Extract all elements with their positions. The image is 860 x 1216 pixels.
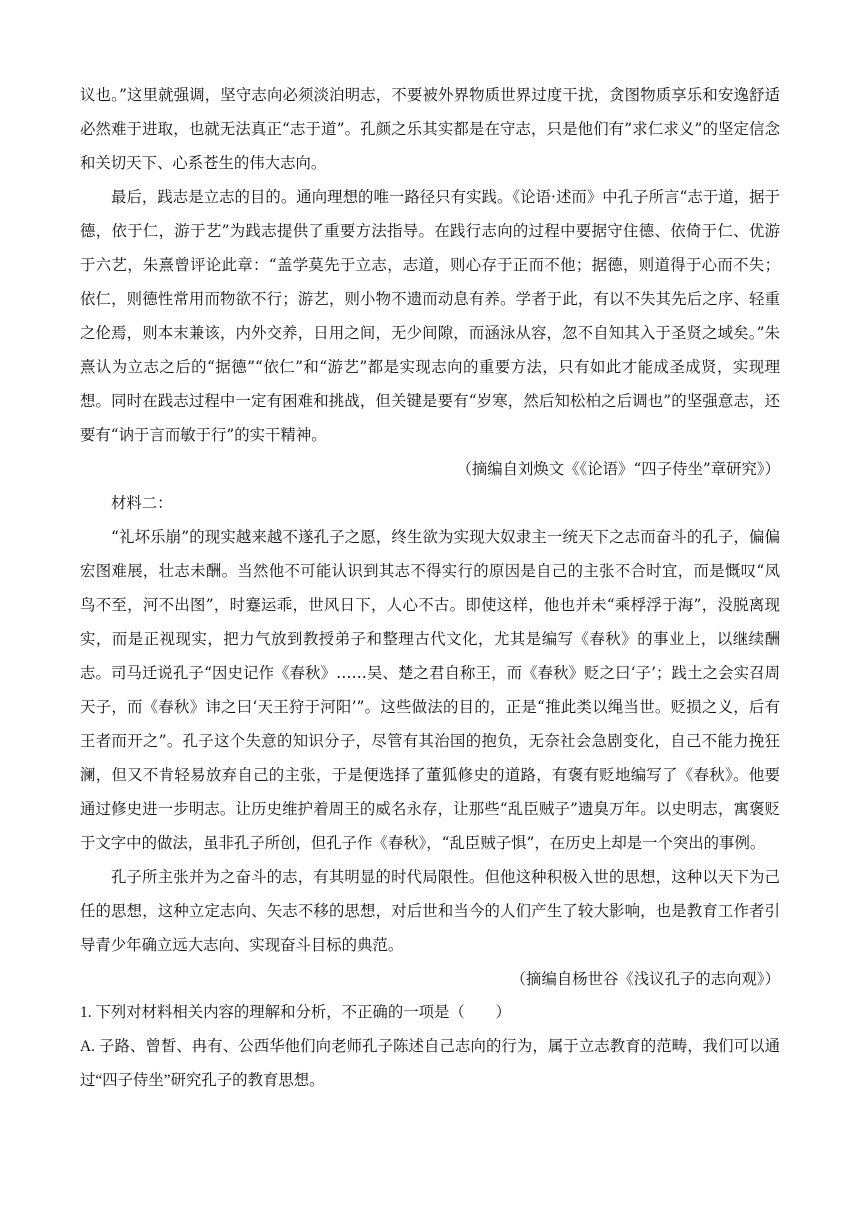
material-2-label: 材料二： bbox=[111, 494, 173, 512]
source-citation-2: （摘编自杨世谷《浅议孔子的志向观》） bbox=[510, 970, 780, 988]
source-citation-1: （摘编自刘焕文《《论语》“四子侍坐”章研究》） bbox=[456, 460, 780, 478]
paragraph-material-2-1: “礼坏乐崩”的现实越来越不遂孔子之愿，终生欲为实现大奴隶主一统天下之志而奋斗的孔子，偏偏宏图难展，壮志未酬。当然他不可能认识到其志不得实行的原因是自己的主张不合时宜，而是慨叹“凤鸟不至，河不出图”，时蹇运乖，世风日下，人心不古。即使这样，他也并未“乘桴浮于海”，没脱离现实，而是正视现实，把力气放到教授弟子和整理古代文化，尤其是编写《春秋》的事业上，以继续酬志。司马迁说孔子“因史记作《春秋》……吴、楚之君自称王，而《春秋》贬之曰‘子’；践土之会实召周天子，而《春秋》讳之曰‘天王狩于河阳’”。这些做法的目的，正是“推此类以绳当世。贬损之义，后有王者而开之”。孔子这个失意的知识分子，尽管有其治国的抱负，无奈社会急剧变化，自己不能力挽狂澜，但又不肯轻易放弃自己的主张，于是便选择了董狐修史的道路，有褒有贬地编写了《春秋》。他要通过修史进一步明志。让历史维护着周王的威名永存，让那些“乱臣贼子”遗臭万年。以史明志，寓褒贬于文字中的做法，虽非孔子所创，但孔子作《春秋》，“乱臣贼子惧”，在历史上却是一个突出的事例。 bbox=[80, 528, 780, 852]
option-a: A. 子路、曾皙、冉有、公西华他们向老师孔子陈述自己志向的行为，属于立志教育的范畴，我们可以通过“四子侍坐”研究孔子的教育思想。 bbox=[80, 1038, 780, 1089]
paragraph-material-2-2: 孔子所主张并为之奋斗的志，有其明显的时代局限性。但他这种积极入世的思想，这种以天下为己任的思想，这种立定志向、矢志不移的思想，对后世和当今的人们产生了较大影响，也是教育工作者引导青少年确立远大志向、实现奋斗目标的典范。 bbox=[80, 868, 780, 954]
paragraph-continuation: 议也。”这里就强调，坚守志向必须淡泊明志，不要被外界物质世界过度干扰，贪图物质享乐和安逸舒适必然难于进取，也就无法真正“志于道”。孔颜之乐其实都是在守志，只是他们有”求仁求义”的坚定信念和关切天下、心系苍生的伟大志向。 bbox=[80, 86, 780, 172]
question-stem: 1. 下列对材料相关内容的理解和分析，不正确的一项是（ ） bbox=[80, 1004, 511, 1021]
paragraph-practice-aspiration: 最后，践志是立志的目的。通向理想的唯一路径只有实践。《论语·述而》中孔子所言“志于道，据于德，依于仁，游于艺”为践志提供了重要方法指导。在践行志向的过程中要据守住德、依倚于仁、优游于六艺，朱熹曾评论此章：“盖学莫先于立志，志道，则心存于正而不他；据德，则道得于心而不失；依仁，则德性常用而物欲不行；游艺，则小物不遗而动息有养。学者于此，有以不失其先后之序、轻重之伦焉，则本末兼该，内外交养，日用之间，无少间隙，而涵泳从容，忽不自知其入于圣贤之域矣。”朱熹认为立志之后的“据德”“依仁”和“游艺”都是实现志向的重要方法，只有如此才能成圣成贤，实现理想。同时在践志过程中一定有困难和挑战，但关键是要有“岁寒，然后知松柏之后调也”的坚强意志，还要有“讷于言而敏于行”的实干精神。 bbox=[80, 188, 780, 444]
